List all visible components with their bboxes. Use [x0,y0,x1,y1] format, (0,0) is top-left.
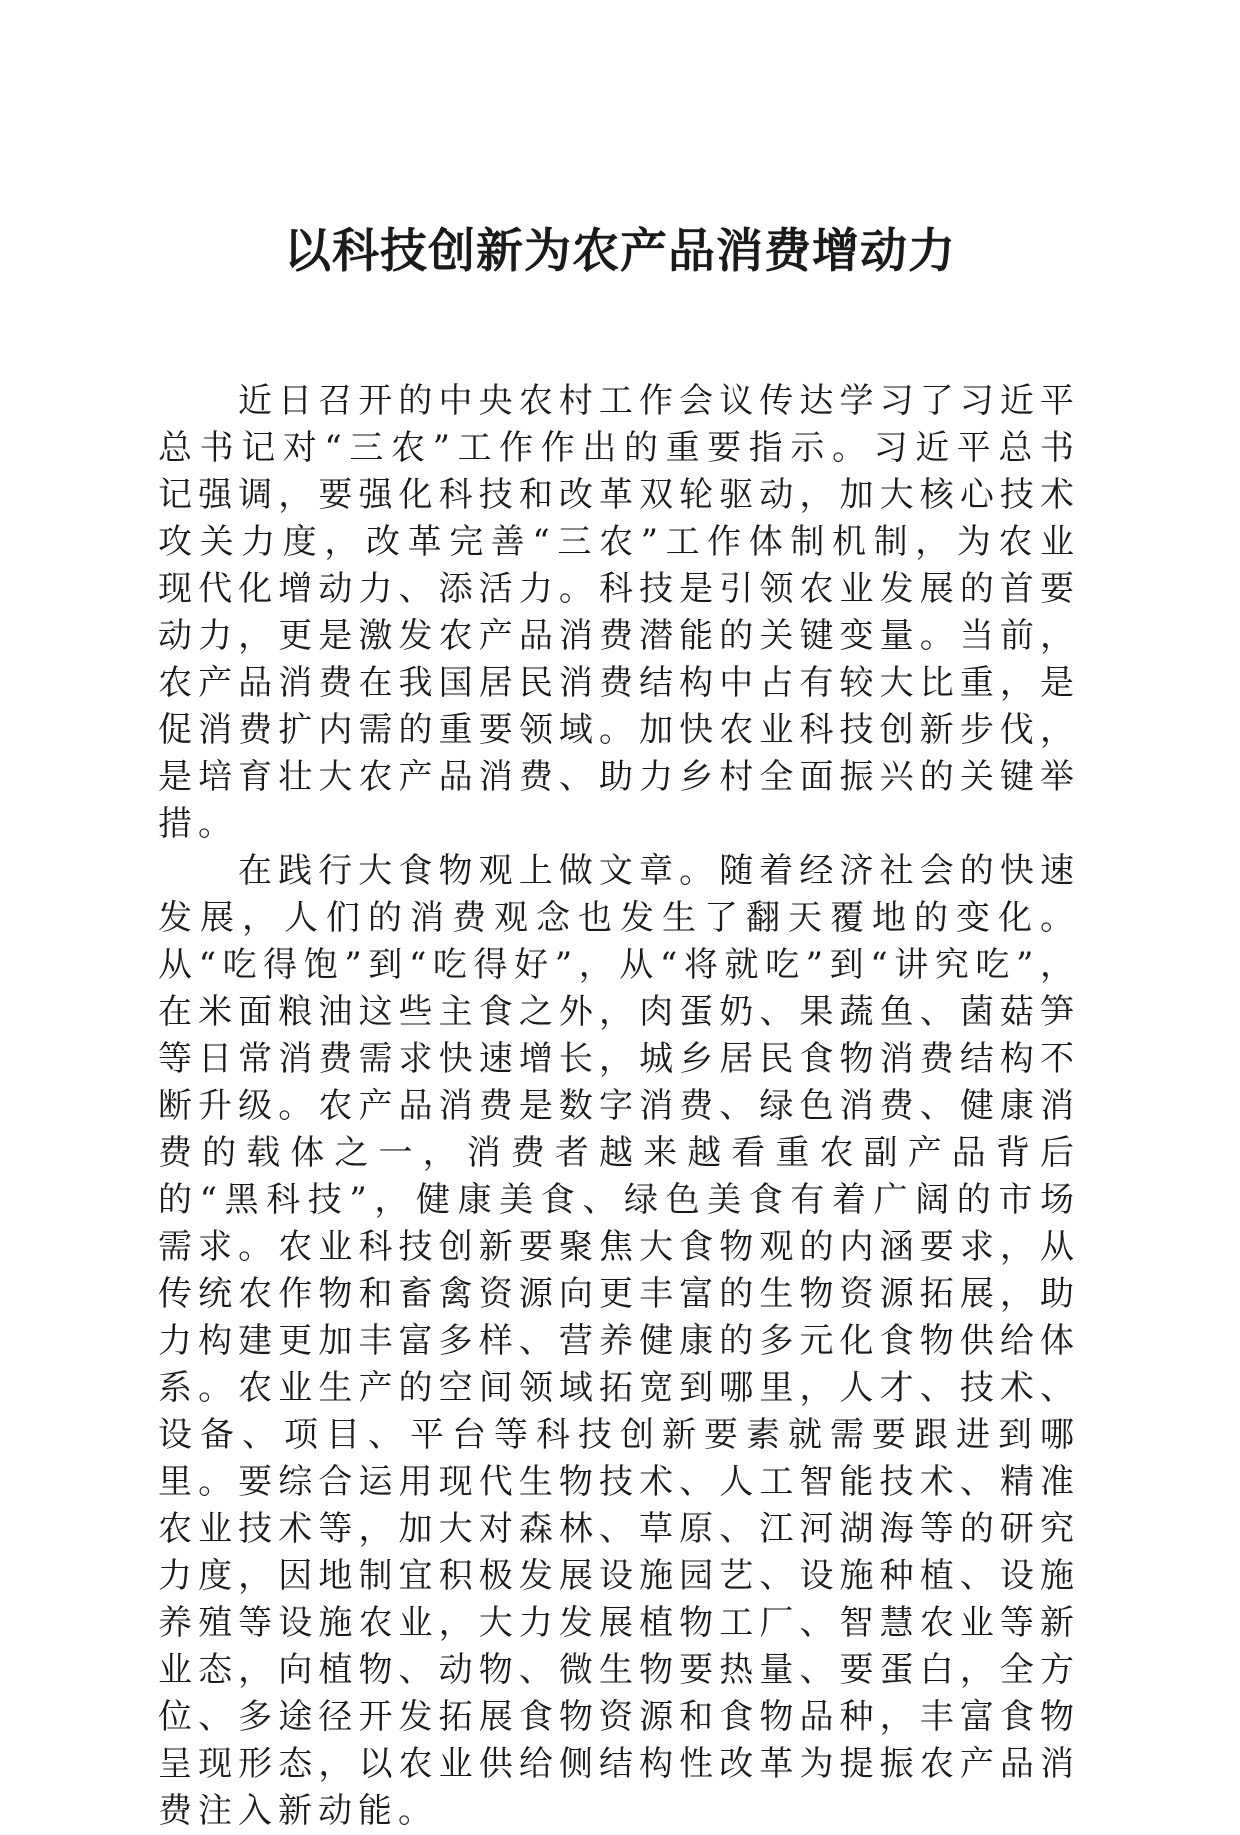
paragraph-1: 近日召开的中央农村工作会议传达学习了习近平总书记对“三农”工作作出的重要指示。习近平总书记强调，要强化科技和改革双轮驱动，加大核心技术攻关力度，改革完善“三农”工作体制机制，为农业现代化增动力、添活力。科技是引领农业发展的首要动力，更是激发农产品消费潜能的关键变量。当前，农产品消费在我国居民消费结构中占有较大比重，是促消费扩内需的重要领域。加快农业科技创新步伐，是培育壮大农产品消费、助力乡村全面振兴的关键举措。 [158,381,1080,844]
document-body [158,378,1080,1835]
paragraph-2: 在践行大食物观上做文章。随着经济社会的快速发展，人们的消费观念也发生了翻天覆地的变化。从“吃得饱”到“吃得好”，从“将就吃”到“讲究吃”，在米面粮油这些主食之外，肉蛋奶、果蔬鱼、菌菇笋等日常消费需求快速增长，城乡居民食物消费结构不断升级。农产品消费是数字消费、绿色消费、健康消费的载体之一，消费者越来越看重农副产品背后的“黑科技”，健康美食、绿色美食有着广阔的市场需求。农业科技创新要聚焦大食物观的内涵要求，从传统农作物和畜禽资源向更丰富的生物资源拓展，助力构建更加丰富多样、营养健康的多元化食物供给体系。农业生产的空间领域拓宽到哪里，人才、技术、设备、项目、平台等科技创新要素就需要跟进到哪里。要综合运用现代生物技术、人工智能技术、精准农业技术等，加大对森林、草原、江河湖海等的研究力度，因地制宜积极发展设施园艺、设施种植、设施养殖等设施农业，大力发展植物工厂、智慧农业等新业态，向植物、动物、微生物要热量、要蛋白，全方位、多途径开发拓展食物资源和食物品种，丰富食物呈现形态，以农业供给侧结构性改革为提振农产品消费注入新动能。 [158,851,1080,1831]
document-title: 以科技创新为农产品消费增动力 [284,224,956,279]
